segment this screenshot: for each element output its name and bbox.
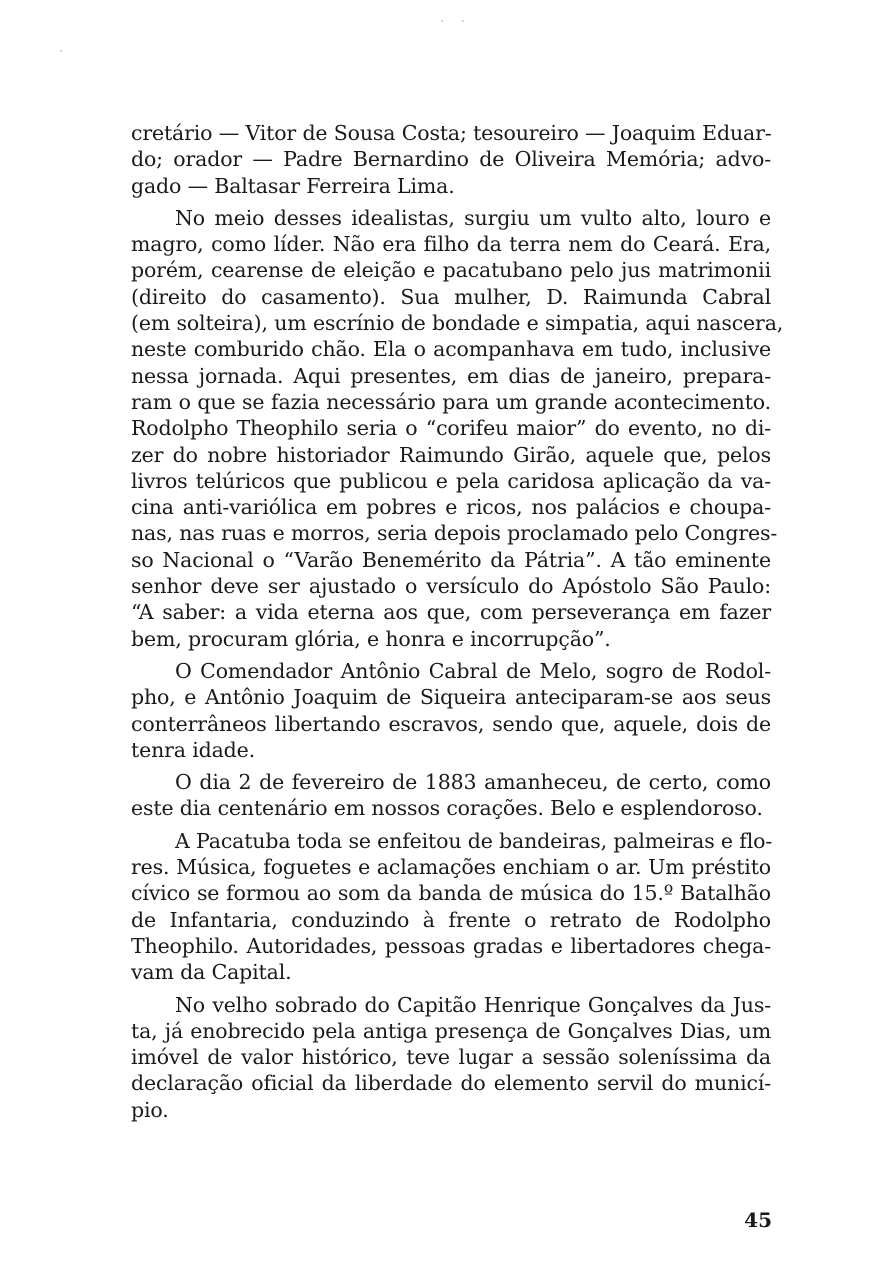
text-line: ta, já enobrecido pela antiga presença de Gonçalves Dias, um [131, 1018, 771, 1043]
text-line: senhor deve ser ajustado o versículo do Apóstolo São Paulo: [131, 574, 771, 599]
text-line: A Pacatuba toda se enfeitou de bandeiras, palmeiras e flo- [175, 828, 773, 853]
text-line: do; orador — Padre Bernardino de Oliveira Memória; advo- [131, 147, 771, 172]
text-line: Theophilo. Autoridades, pessoas gradas e libertadores chega- [131, 933, 771, 958]
paragraph [131, 763, 771, 822]
paragraph [131, 120, 771, 199]
text-line: cina anti-variólica em pobres e ricos, nos palácios e choupa- [131, 495, 771, 520]
scan-speck [60, 50, 62, 52]
text-line: gado — Baltasar Ferreira Lima. [131, 173, 455, 198]
text-line: “A saber: a vida eterna aos que, com perseverança em fazer [131, 600, 771, 625]
text-line: ram o que se fazia necessário para um grande acontecimento. [131, 389, 771, 414]
text-line: de Infantaria, conduzindo à frente o retrato de Rodolpho [131, 907, 771, 932]
scan-speck [441, 20, 443, 22]
text-line: porém, cearense de eleição e pacatubano pelo jus matrimonii [131, 258, 771, 283]
text-line: res. Música, foguetes e aclamações enchiam o ar. Um préstito [131, 855, 771, 880]
text-line: nas, nas ruas e morros, seria depois proclamado pelo Congres- [131, 521, 778, 546]
text-line: magro, como líder. Não era filho da terra nem do Ceará. Era, [131, 232, 771, 257]
text-line: No velho sobrado do Capitão Henrique Gonçalves da Jus- [175, 992, 771, 1017]
page-number: 45 [744, 1208, 772, 1232]
text-line: vam da Capital. [131, 960, 292, 985]
text-line: No meio desses idealistas, surgiu um vulto alto, louro e [175, 205, 771, 230]
text-line: O dia 2 de fevereiro de 1883 amanheceu, de certo, como [175, 770, 771, 795]
text-line: pho, e Antônio Joaquim de Siqueira anteciparam-se aos seus [131, 685, 771, 710]
text-line: pio. [131, 1097, 169, 1122]
text-line: (em solteira), um escrínio de bondade e simpatia, aqui nascera, [131, 311, 784, 336]
text-line: so Nacional o “Varão Benemérito da Pátria”. A tão eminente [131, 547, 771, 572]
text-line: nessa jornada. Aqui presentes, em dias de janeiro, prepara- [131, 363, 771, 388]
text-line: livros telúricos que publicou e pela caridosa aplicação da va- [131, 468, 771, 493]
paragraph [131, 652, 771, 763]
text-line: cívico se formou ao som da banda de música do 15.º Batalhão [131, 881, 771, 906]
scan-speck [462, 20, 464, 22]
text-line: imóvel de valor histórico, teve lugar a sessão soleníssima da [131, 1045, 771, 1070]
text-line: tenra idade. [131, 737, 255, 762]
text-line: bem, procuram glória, e honra e incorrupção”. [131, 626, 611, 651]
text-line: Rodolpho Theophilo seria o “corifeu maior” do evento, no di- [131, 416, 771, 441]
text-line: cretário — Vitor de Sousa Costa; tesoureiro — Joaquim Eduar- [131, 121, 772, 145]
text-line: (direito do casamento). Sua mulher, D. Raimunda Cabral [131, 284, 771, 309]
text-line: O Comendador Antônio Cabral de Melo, sogro de Rodol- [175, 658, 771, 683]
paragraph [131, 822, 771, 986]
text-line: este dia centenário em nossos corações. Belo e esplendoroso. [131, 796, 763, 821]
paragraph [131, 199, 784, 652]
paragraph [131, 986, 771, 1123]
text-line: conterrâneos libertando escravos, sendo que, aquele, dois de [131, 711, 771, 736]
text-line: zer do nobre historiador Raimundo Girão, aquele que, pelos [131, 442, 771, 467]
text-line: declaração oficial da liberdade do elemento servil do municí- [131, 1071, 771, 1096]
text-line: neste comburido chão. Ela o acompanhava em tudo, inclusive [131, 337, 771, 362]
page-body-text [131, 120, 784, 1123]
